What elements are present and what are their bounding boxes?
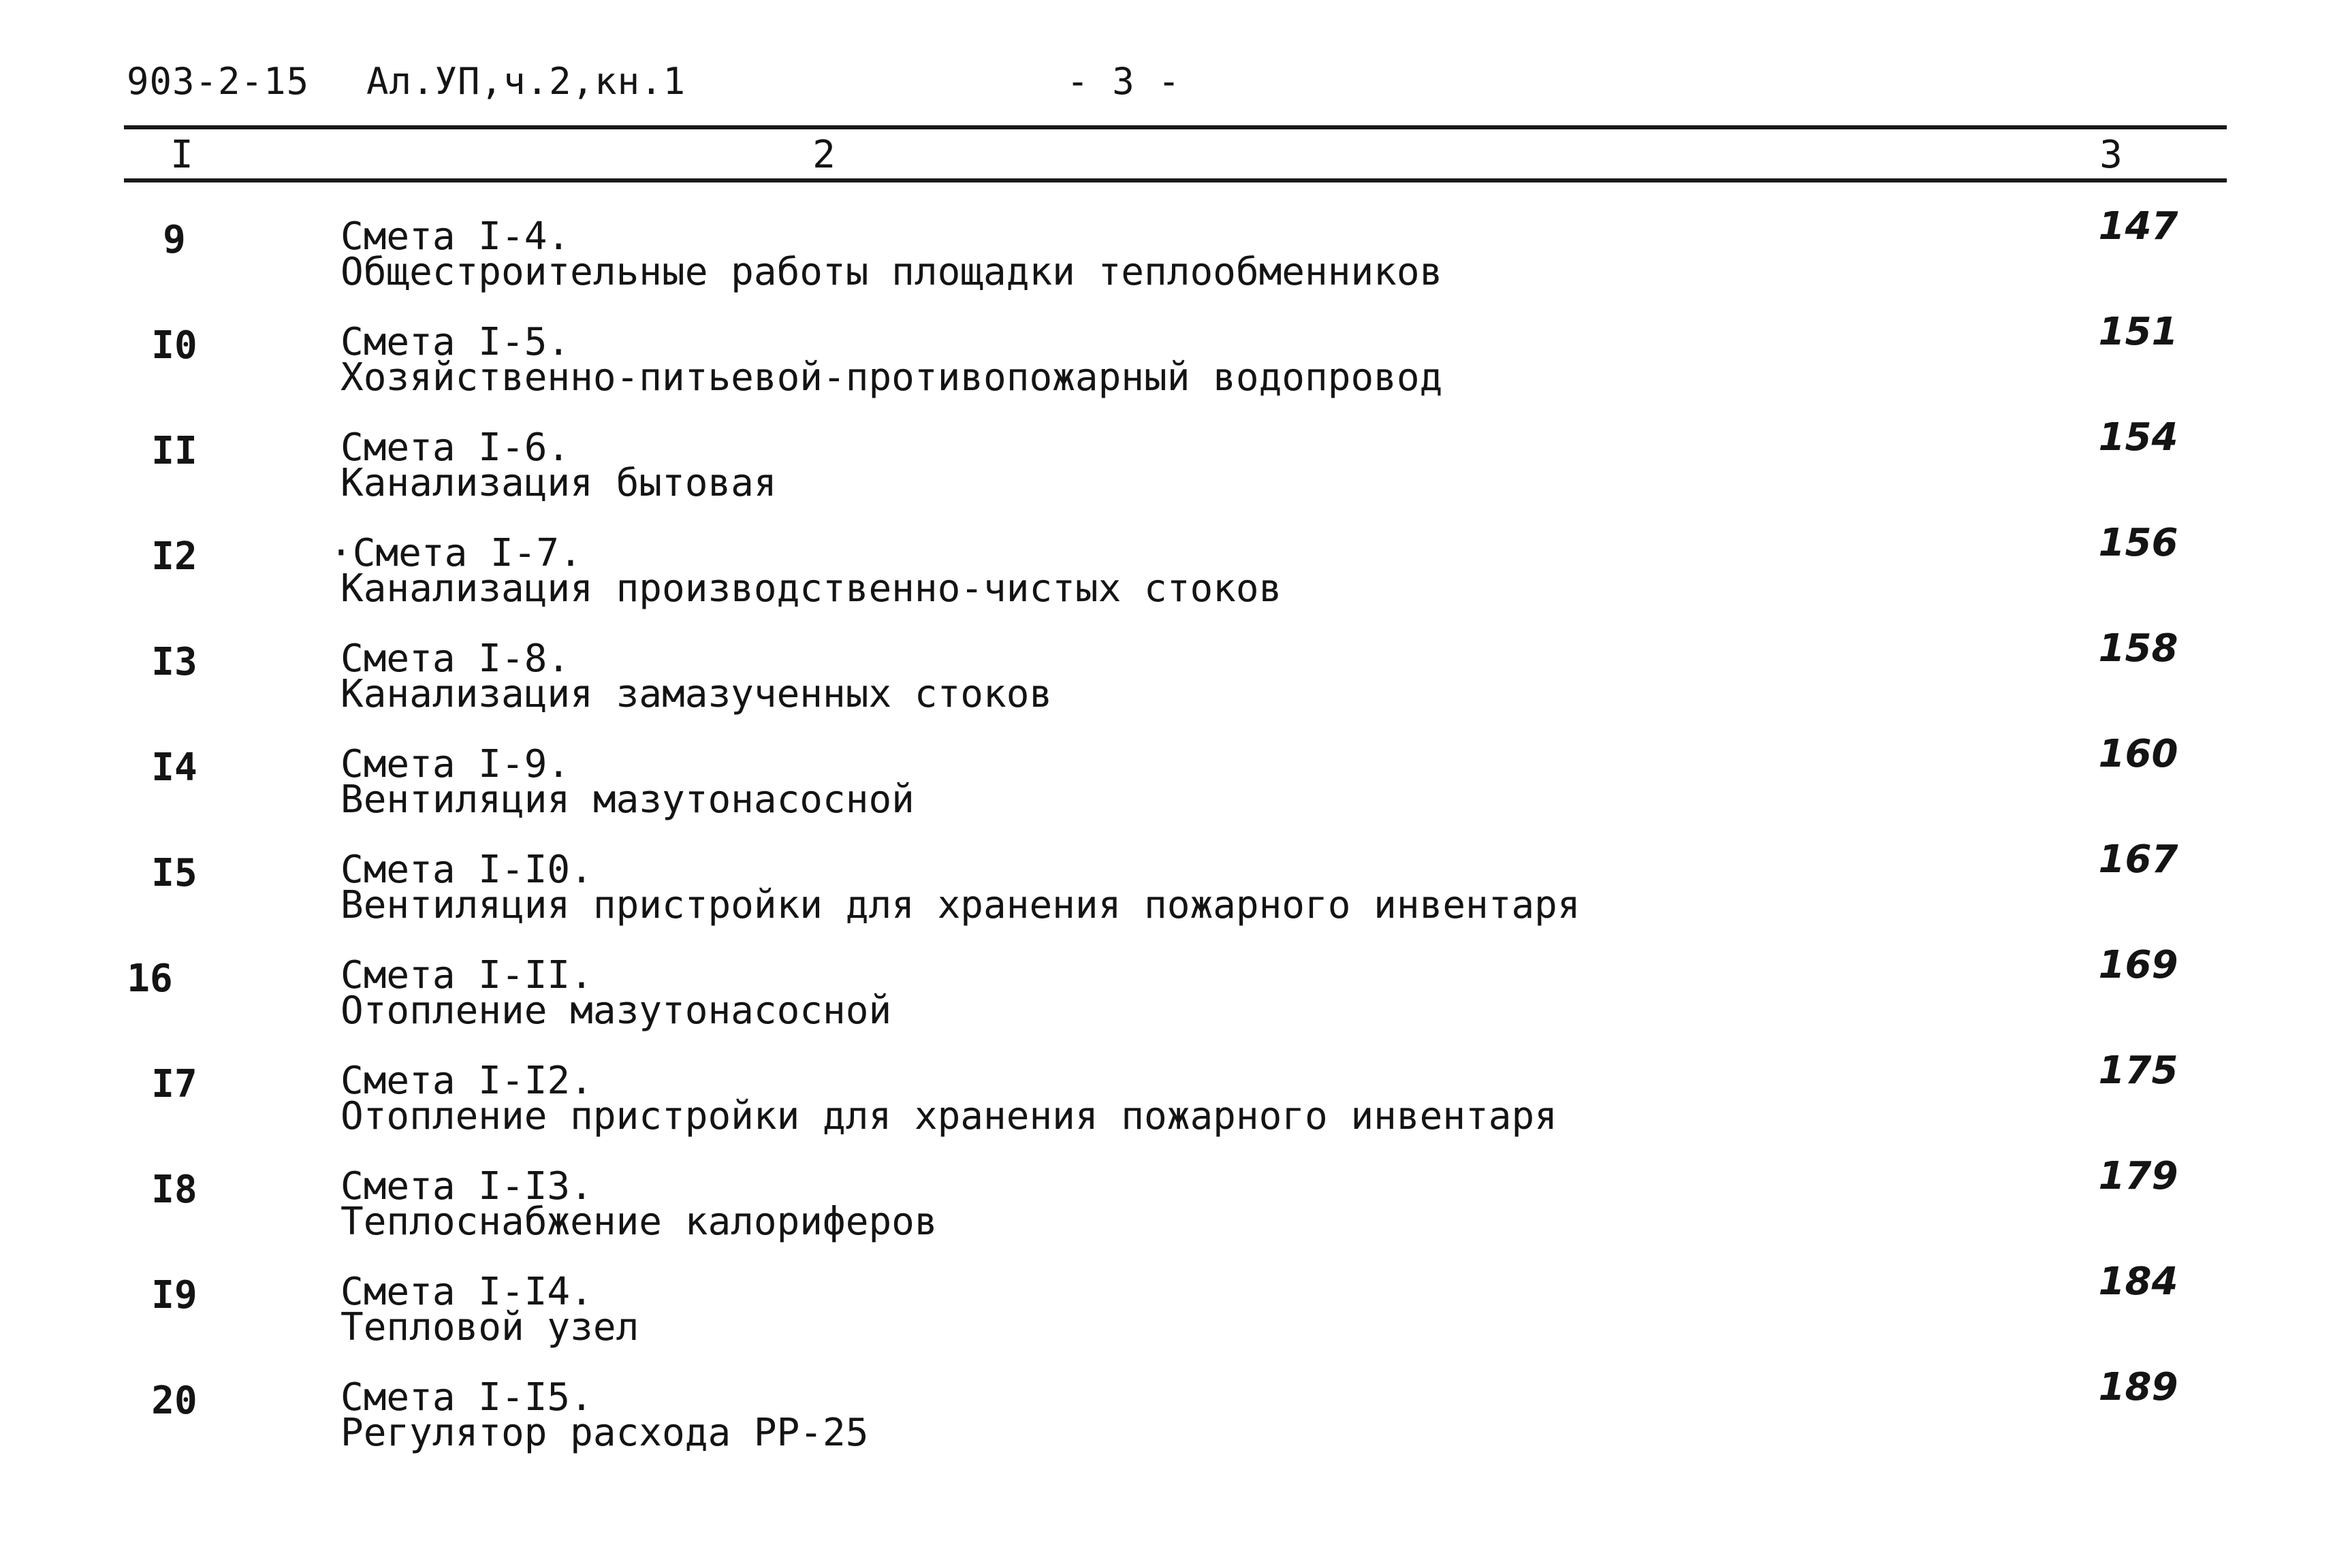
row-number: 20 <box>151 1379 197 1423</box>
column-header-2: 2 <box>812 133 836 177</box>
estimate-description: Хозяйственно-питьевой-противопожарный водопровод <box>340 355 1443 400</box>
row-number: I9 <box>151 1273 197 1317</box>
row-number: I0 <box>151 323 197 368</box>
page-reference: 147 <box>2098 204 2178 249</box>
estimate-title: Смета I-I2. <box>340 1059 593 1103</box>
page-reference: 167 <box>2098 837 2178 882</box>
table-row <box>0 732 2333 842</box>
row-number: I2 <box>151 534 197 579</box>
estimate-title: Смета I-9. <box>340 742 571 786</box>
estimate-description: Общестроительные работы площадки теплообменников <box>340 250 1443 294</box>
column-header-3: 3 <box>2099 133 2123 177</box>
estimate-title: Смета I-8. <box>340 637 571 681</box>
row-number: I4 <box>151 746 197 790</box>
estimate-title: ·Смета I-7. <box>330 531 582 575</box>
page-reference: 156 <box>2098 521 2178 565</box>
estimate-title: Смета I-II. <box>340 953 593 997</box>
column-header-1: I <box>170 133 193 177</box>
estimate-title: Смета I-5. <box>340 320 571 364</box>
table-row <box>0 415 2333 526</box>
row-number: II <box>151 429 197 473</box>
estimate-title: Смета I-4. <box>340 214 571 259</box>
page-reference: 169 <box>2098 943 2178 987</box>
page-reference: 158 <box>2098 626 2178 671</box>
table-row <box>0 204 2333 315</box>
page-reference: 154 <box>2098 415 2178 460</box>
page-reference: 184 <box>2098 1260 2178 1304</box>
doc-ref: Ал.УП,ч.2,кн.1 <box>366 60 686 103</box>
estimate-description: Вентиляция пристройки для хранения пожарного инвентаря <box>340 883 1581 927</box>
table-row <box>0 1365 2333 1475</box>
row-number: I3 <box>151 640 197 684</box>
estimate-description: Отопление пристройки для хранения пожарного инвентаря <box>340 1094 1557 1138</box>
estimate-description: Теплоснабжение калориферов <box>340 1200 938 1244</box>
estimate-description: Вентиляция мазутонасосной <box>340 778 915 822</box>
row-number: 9 <box>163 218 186 262</box>
estimate-description: Канализация бытовая <box>340 461 777 505</box>
row-number: I7 <box>151 1062 197 1106</box>
table-row <box>0 521 2333 631</box>
estimate-description: Тепловой узел <box>340 1305 639 1349</box>
table-row <box>0 837 2333 948</box>
estimate-title: Смета I-6. <box>340 426 571 470</box>
estimate-title: Смета I-I3. <box>340 1164 593 1209</box>
doc-code: 903-2-15 <box>127 60 310 103</box>
table-row <box>0 310 2333 420</box>
page-number: - 3 - <box>1066 60 1181 103</box>
table-row <box>0 1260 2333 1370</box>
page-reference: 179 <box>2098 1154 2178 1198</box>
page-reference: 175 <box>2098 1049 2178 1093</box>
table-row <box>0 626 2333 737</box>
table-row <box>0 943 2333 1053</box>
estimate-title: Смета I-I0. <box>340 848 593 892</box>
estimate-title: Смета I-I5. <box>340 1375 593 1420</box>
header-rule-bottom <box>124 178 2227 182</box>
row-number: I5 <box>151 851 197 895</box>
row-number: 16 <box>127 957 173 1001</box>
estimate-description: Канализация производственно-чистых стоков <box>340 566 1282 611</box>
page-reference: 189 <box>2098 1365 2178 1409</box>
page-reference: 151 <box>2098 310 2178 354</box>
estimate-description: Регулятор расхода РР-25 <box>340 1411 869 1455</box>
table-row <box>0 1049 2333 1159</box>
estimate-description: Канализация замазученных стоков <box>340 672 1053 716</box>
header-rule-top <box>124 125 2227 129</box>
page-reference: 160 <box>2098 732 2178 776</box>
row-number: I8 <box>151 1168 197 1212</box>
estimate-title: Смета I-I4. <box>340 1270 593 1314</box>
table-row <box>0 1154 2333 1264</box>
estimate-description: Отопление мазутонасосной <box>340 989 892 1033</box>
